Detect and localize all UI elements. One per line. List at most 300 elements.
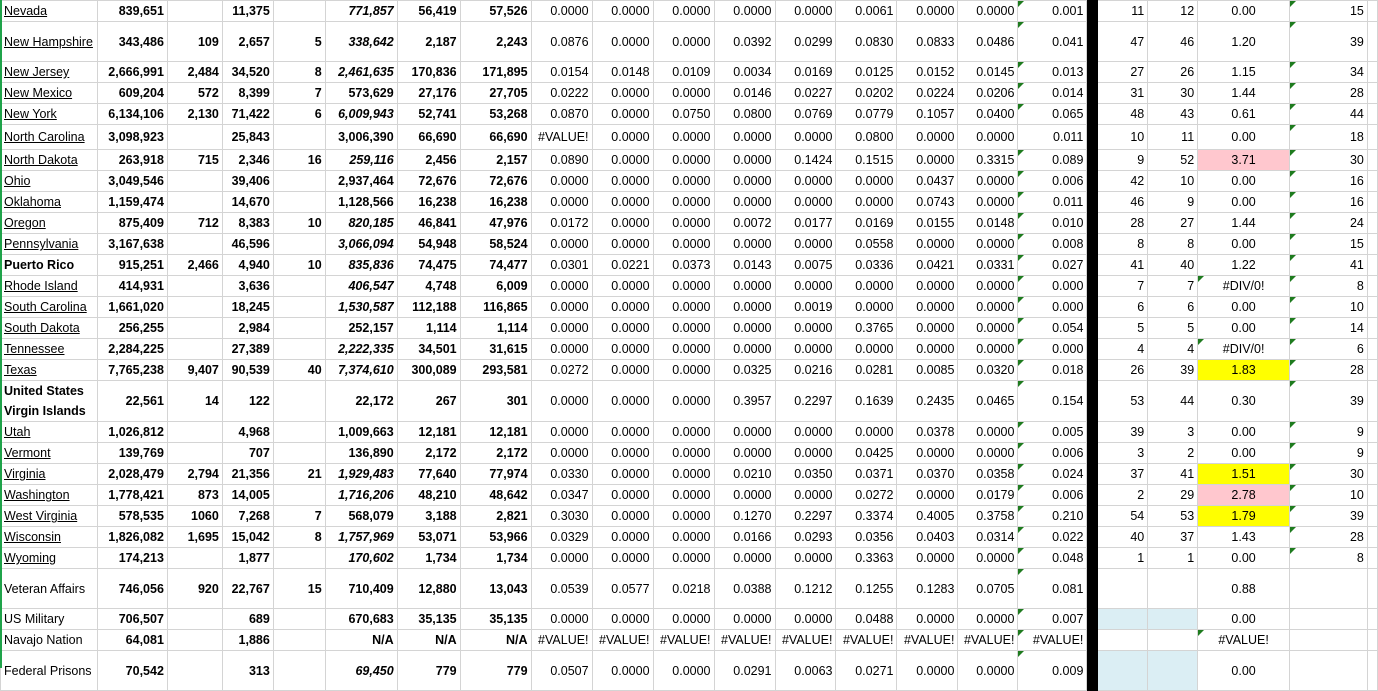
cell-col-16[interactable]: 0.0000 <box>958 318 1018 339</box>
cell-col-14[interactable]: 0.3374 <box>836 506 897 527</box>
cell-col-4[interactable]: 707 <box>222 443 273 464</box>
cell-col-15[interactable]: 0.0000 <box>897 339 958 360</box>
cell-col-5[interactable]: 15 <box>273 569 325 609</box>
rank-cell-2[interactable]: 40 <box>1148 255 1198 276</box>
rank-cell-2[interactable]: 30 <box>1148 83 1198 104</box>
cell-col-13[interactable]: 0.0000 <box>775 422 836 443</box>
row-label-cell[interactable] <box>1 192 98 213</box>
cell-col-11[interactable]: 0.0000 <box>653 360 714 381</box>
cell-col-16[interactable]: 0.0705 <box>958 569 1018 609</box>
cell-col-7[interactable]: 3,188 <box>397 506 460 527</box>
cell-col-9[interactable]: 0.0222 <box>531 83 592 104</box>
rank-cell-1[interactable]: 42 <box>1098 171 1148 192</box>
cell-col-2[interactable]: 3,167,638 <box>97 234 167 255</box>
cell-col-11[interactable]: 0.0000 <box>653 213 714 234</box>
cell-col-11[interactable]: 0.0000 <box>653 125 714 150</box>
cell-col-17[interactable]: 0.041 <box>1018 22 1087 62</box>
cell-col-12[interactable]: 0.0000 <box>714 125 775 150</box>
cell-col-10[interactable]: 0.0000 <box>592 339 653 360</box>
cell-col-4[interactable]: 34,520 <box>222 62 273 83</box>
rank-cell-1[interactable]: 40 <box>1098 527 1148 548</box>
cell-col-13[interactable]: 0.0000 <box>775 443 836 464</box>
cell-col-5[interactable] <box>273 318 325 339</box>
cell-col-15[interactable]: 0.0000 <box>897 125 958 150</box>
cell-col-6[interactable]: 3,006,390 <box>325 125 397 150</box>
cell-col-10[interactable]: 0.0000 <box>592 171 653 192</box>
cell-col-9[interactable]: 0.0347 <box>531 485 592 506</box>
empty-cell[interactable] <box>1367 255 1377 276</box>
cell-col-16[interactable]: 0.0314 <box>958 527 1018 548</box>
empty-cell[interactable] <box>1367 276 1377 297</box>
cell-col-9[interactable]: 0.0890 <box>531 150 592 171</box>
cell-col-11[interactable]: 0.0750 <box>653 104 714 125</box>
cell-col-11[interactable]: 0.0000 <box>653 234 714 255</box>
cell-col-7[interactable]: 27,176 <box>397 83 460 104</box>
cell-col-11[interactable]: 0.0000 <box>653 22 714 62</box>
rank-cell-3[interactable] <box>1290 609 1368 630</box>
cell-col-14[interactable]: 0.0271 <box>836 651 897 691</box>
cell-col-7[interactable]: 46,841 <box>397 213 460 234</box>
cell-col-8[interactable]: 77,974 <box>460 464 531 485</box>
cell-col-16[interactable]: 0.0358 <box>958 464 1018 485</box>
rank-cell-1[interactable]: 4 <box>1098 339 1148 360</box>
rank-cell-3[interactable]: 39 <box>1290 506 1368 527</box>
rank-cell-3[interactable] <box>1290 651 1368 691</box>
cell-col-9[interactable]: 0.0330 <box>531 464 592 485</box>
hyperlink-text[interactable]: Wyoming <box>4 551 56 565</box>
cell-col-17[interactable]: 0.081 <box>1018 569 1087 609</box>
cell-col-17[interactable]: 0.011 <box>1018 192 1087 213</box>
cell-col-9[interactable]: 0.0000 <box>531 297 592 318</box>
rank-cell-1[interactable]: 5 <box>1098 318 1148 339</box>
cell-col-11[interactable]: 0.0000 <box>653 548 714 569</box>
cell-col-8[interactable]: 2,172 <box>460 443 531 464</box>
cell-col-10[interactable]: 0.0000 <box>592 443 653 464</box>
cell-col-3[interactable]: 2,130 <box>167 104 222 125</box>
cell-col-16[interactable]: 0.3758 <box>958 506 1018 527</box>
cell-col-7[interactable]: 66,690 <box>397 125 460 150</box>
cell-col-17[interactable]: 0.154 <box>1018 381 1087 422</box>
rank-cell-3[interactable]: 30 <box>1290 150 1368 171</box>
rank-cell-1[interactable]: 47 <box>1098 22 1148 62</box>
cell-col-2[interactable]: 2,028,479 <box>97 464 167 485</box>
cell-col-4[interactable]: 1,886 <box>222 630 273 651</box>
rank-cell-3[interactable]: 39 <box>1290 22 1368 62</box>
ratio-cell[interactable]: 0.00 <box>1198 1 1290 22</box>
cell-col-5[interactable] <box>273 297 325 318</box>
cell-col-5[interactable] <box>273 381 325 422</box>
cell-col-11[interactable]: 0.0000 <box>653 83 714 104</box>
cell-col-5[interactable] <box>273 630 325 651</box>
cell-col-13[interactable]: 0.2297 <box>775 381 836 422</box>
rank-cell-2[interactable]: 53 <box>1148 506 1198 527</box>
cell-col-3[interactable]: 920 <box>167 569 222 609</box>
cell-col-4[interactable]: 21,356 <box>222 464 273 485</box>
cell-col-3[interactable]: 109 <box>167 22 222 62</box>
hyperlink-text[interactable]: Virginia <box>4 467 46 481</box>
cell-col-5[interactable] <box>273 485 325 506</box>
cell-col-2[interactable]: 915,251 <box>97 255 167 276</box>
rank-cell-2[interactable]: 8 <box>1148 234 1198 255</box>
cell-col-17[interactable]: 0.065 <box>1018 104 1087 125</box>
cell-col-6[interactable]: 2,937,464 <box>325 171 397 192</box>
empty-cell[interactable] <box>1367 339 1377 360</box>
cell-col-3[interactable] <box>167 651 222 691</box>
cell-col-9[interactable]: 0.0000 <box>531 422 592 443</box>
cell-col-6[interactable]: 670,683 <box>325 609 397 630</box>
cell-col-4[interactable]: 25,843 <box>222 125 273 150</box>
cell-col-10[interactable]: 0.0148 <box>592 62 653 83</box>
cell-col-15[interactable]: 0.0000 <box>897 150 958 171</box>
cell-col-13[interactable]: 0.0000 <box>775 234 836 255</box>
cell-col-9[interactable]: 0.0000 <box>531 381 592 422</box>
row-label-cell[interactable] <box>1 104 98 125</box>
cell-col-14[interactable]: 0.0800 <box>836 125 897 150</box>
cell-col-2[interactable]: 174,213 <box>97 548 167 569</box>
cell-col-4[interactable]: 22,767 <box>222 569 273 609</box>
cell-col-10[interactable]: 0.0000 <box>592 83 653 104</box>
row-label-cell[interactable] <box>1 651 98 691</box>
cell-col-14[interactable]: 0.1515 <box>836 150 897 171</box>
cell-col-8[interactable]: N/A <box>460 630 531 651</box>
cell-col-2[interactable]: 875,409 <box>97 213 167 234</box>
row-label-cell[interactable] <box>1 485 98 506</box>
ratio-cell[interactable]: 0.00 <box>1198 192 1290 213</box>
cell-col-8[interactable]: 58,524 <box>460 234 531 255</box>
cell-col-16[interactable]: 0.3315 <box>958 150 1018 171</box>
cell-col-2[interactable]: 1,778,421 <box>97 485 167 506</box>
cell-col-6[interactable]: 573,629 <box>325 83 397 104</box>
cell-col-4[interactable]: 4,940 <box>222 255 273 276</box>
cell-col-10[interactable]: 0.0000 <box>592 234 653 255</box>
cell-col-4[interactable]: 8,383 <box>222 213 273 234</box>
ratio-cell[interactable]: 1.43 <box>1198 527 1290 548</box>
cell-col-4[interactable]: 18,245 <box>222 297 273 318</box>
rank-cell-2[interactable]: 5 <box>1148 318 1198 339</box>
row-label-cell[interactable] <box>1 464 98 485</box>
row-label-cell[interactable] <box>1 339 98 360</box>
cell-col-11[interactable]: 0.0000 <box>653 339 714 360</box>
cell-col-5[interactable] <box>273 339 325 360</box>
cell-col-17[interactable]: 0.001 <box>1018 1 1087 22</box>
cell-col-5[interactable]: 8 <box>273 62 325 83</box>
cell-col-7[interactable]: 112,188 <box>397 297 460 318</box>
cell-col-7[interactable]: 56,419 <box>397 1 460 22</box>
cell-col-3[interactable]: 14 <box>167 381 222 422</box>
cell-col-10[interactable]: 0.0000 <box>592 464 653 485</box>
cell-col-11[interactable]: 0.0000 <box>653 527 714 548</box>
ratio-cell[interactable]: 3.71 <box>1198 150 1290 171</box>
row-label-cell[interactable] <box>1 630 98 651</box>
cell-col-4[interactable]: 11,375 <box>222 1 273 22</box>
cell-col-6[interactable]: 1,716,206 <box>325 485 397 506</box>
hyperlink-text[interactable]: Rhode Island <box>4 279 78 293</box>
cell-col-4[interactable]: 689 <box>222 609 273 630</box>
hyperlink-text[interactable]: Wisconsin <box>4 530 61 544</box>
cell-col-10[interactable]: 0.0000 <box>592 125 653 150</box>
hyperlink-text[interactable]: Vermont <box>4 446 51 460</box>
cell-col-3[interactable] <box>167 443 222 464</box>
cell-col-9[interactable]: 0.0000 <box>531 1 592 22</box>
cell-col-2[interactable]: 2,284,225 <box>97 339 167 360</box>
cell-col-7[interactable]: 54,948 <box>397 234 460 255</box>
cell-col-7[interactable]: 35,135 <box>397 609 460 630</box>
cell-col-17[interactable]: 0.008 <box>1018 234 1087 255</box>
rank-cell-2[interactable]: 11 <box>1148 125 1198 150</box>
cell-col-2[interactable]: 139,769 <box>97 443 167 464</box>
rank-cell-2[interactable]: 2 <box>1148 443 1198 464</box>
cell-col-3[interactable] <box>167 1 222 22</box>
cell-col-17[interactable]: 0.054 <box>1018 318 1087 339</box>
cell-col-10[interactable]: 0.0000 <box>592 104 653 125</box>
rank-cell-2[interactable] <box>1148 651 1198 691</box>
cell-col-3[interactable]: 2,466 <box>167 255 222 276</box>
cell-col-2[interactable]: 1,159,474 <box>97 192 167 213</box>
cell-col-12[interactable]: 0.0146 <box>714 83 775 104</box>
cell-col-13[interactable]: 0.0063 <box>775 651 836 691</box>
rank-cell-2[interactable]: 43 <box>1148 104 1198 125</box>
cell-col-9[interactable]: 0.0301 <box>531 255 592 276</box>
cell-col-12[interactable]: 0.0000 <box>714 318 775 339</box>
empty-cell[interactable] <box>1367 62 1377 83</box>
cell-col-3[interactable]: 2,484 <box>167 62 222 83</box>
cell-col-12[interactable]: 0.0000 <box>714 548 775 569</box>
empty-cell[interactable] <box>1367 318 1377 339</box>
row-label-cell[interactable] <box>1 548 98 569</box>
cell-col-14[interactable]: 0.3765 <box>836 318 897 339</box>
cell-col-3[interactable] <box>167 297 222 318</box>
rank-cell-1[interactable]: 26 <box>1098 360 1148 381</box>
ratio-cell[interactable]: 1.22 <box>1198 255 1290 276</box>
row-label-cell[interactable] <box>1 234 98 255</box>
cell-col-12[interactable]: 0.0000 <box>714 339 775 360</box>
empty-cell[interactable] <box>1367 506 1377 527</box>
rank-cell-1[interactable]: 28 <box>1098 213 1148 234</box>
rank-cell-1[interactable]: 31 <box>1098 83 1148 104</box>
cell-col-12[interactable]: 0.0000 <box>714 1 775 22</box>
cell-col-6[interactable]: 136,890 <box>325 443 397 464</box>
cell-col-12[interactable]: 0.0325 <box>714 360 775 381</box>
ratio-cell[interactable]: 0.00 <box>1198 125 1290 150</box>
cell-col-8[interactable]: 12,181 <box>460 422 531 443</box>
cell-col-17[interactable]: 0.018 <box>1018 360 1087 381</box>
cell-col-14[interactable]: 0.0000 <box>836 276 897 297</box>
ratio-cell[interactable]: 1.44 <box>1198 213 1290 234</box>
cell-col-6[interactable]: 820,185 <box>325 213 397 234</box>
cell-col-16[interactable]: 0.0000 <box>958 171 1018 192</box>
cell-col-9[interactable]: 0.0272 <box>531 360 592 381</box>
empty-cell[interactable] <box>1367 527 1377 548</box>
cell-col-14[interactable]: 0.0061 <box>836 1 897 22</box>
cell-col-14[interactable]: 0.0000 <box>836 339 897 360</box>
rank-cell-1[interactable]: 46 <box>1098 192 1148 213</box>
cell-col-7[interactable]: 1,114 <box>397 318 460 339</box>
cell-col-11[interactable]: #VALUE! <box>653 630 714 651</box>
cell-col-6[interactable]: 568,079 <box>325 506 397 527</box>
cell-col-15[interactable]: 0.0085 <box>897 360 958 381</box>
cell-col-14[interactable]: 0.0000 <box>836 171 897 192</box>
cell-col-7[interactable]: 53,071 <box>397 527 460 548</box>
cell-col-6[interactable]: 7,374,610 <box>325 360 397 381</box>
cell-col-2[interactable]: 2,666,991 <box>97 62 167 83</box>
ratio-cell[interactable]: 0.00 <box>1198 318 1290 339</box>
rank-cell-3[interactable]: 39 <box>1290 381 1368 422</box>
cell-col-12[interactable]: 0.0000 <box>714 276 775 297</box>
cell-col-7[interactable]: 300,089 <box>397 360 460 381</box>
cell-col-2[interactable]: 3,098,923 <box>97 125 167 150</box>
empty-cell[interactable] <box>1367 485 1377 506</box>
cell-col-7[interactable]: N/A <box>397 630 460 651</box>
rank-cell-2[interactable]: 7 <box>1148 276 1198 297</box>
empty-cell[interactable] <box>1367 1 1377 22</box>
cell-col-12[interactable]: 0.0000 <box>714 485 775 506</box>
cell-col-7[interactable]: 779 <box>397 651 460 691</box>
cell-col-12[interactable]: 0.0210 <box>714 464 775 485</box>
empty-cell[interactable] <box>1367 569 1377 609</box>
rank-cell-3[interactable]: 18 <box>1290 125 1368 150</box>
cell-col-10[interactable]: 0.0000 <box>592 527 653 548</box>
cell-col-12[interactable]: 0.0000 <box>714 171 775 192</box>
cell-col-8[interactable]: 293,581 <box>460 360 531 381</box>
rank-cell-3[interactable]: 34 <box>1290 62 1368 83</box>
row-label-cell[interactable] <box>1 150 98 171</box>
cell-col-14[interactable]: 0.0281 <box>836 360 897 381</box>
cell-col-12[interactable]: 0.0388 <box>714 569 775 609</box>
cell-col-2[interactable]: 22,561 <box>97 381 167 422</box>
cell-col-10[interactable]: 0.0000 <box>592 213 653 234</box>
rank-cell-1[interactable]: 8 <box>1098 234 1148 255</box>
cell-col-16[interactable]: 0.0000 <box>958 234 1018 255</box>
empty-cell[interactable] <box>1367 422 1377 443</box>
hyperlink-text[interactable]: Oklahoma <box>4 195 61 209</box>
rank-cell-3[interactable]: 9 <box>1290 422 1368 443</box>
rank-cell-1[interactable]: 3 <box>1098 443 1148 464</box>
cell-col-13[interactable]: 0.0000 <box>775 548 836 569</box>
cell-col-5[interactable]: 10 <box>273 213 325 234</box>
cell-col-14[interactable]: 0.1255 <box>836 569 897 609</box>
cell-col-15[interactable]: 0.0437 <box>897 171 958 192</box>
cell-col-6[interactable]: 69,450 <box>325 651 397 691</box>
cell-col-16[interactable]: 0.0148 <box>958 213 1018 234</box>
rank-cell-1[interactable]: 11 <box>1098 1 1148 22</box>
cell-col-5[interactable]: 10 <box>273 255 325 276</box>
cell-col-13[interactable]: 0.0293 <box>775 527 836 548</box>
cell-col-14[interactable]: 0.0336 <box>836 255 897 276</box>
cell-col-5[interactable] <box>273 192 325 213</box>
ratio-cell[interactable]: 0.00 <box>1198 234 1290 255</box>
rank-cell-3[interactable]: 8 <box>1290 276 1368 297</box>
cell-col-17[interactable]: 0.006 <box>1018 443 1087 464</box>
cell-col-13[interactable]: 0.0350 <box>775 464 836 485</box>
cell-col-13[interactable]: 0.0000 <box>775 339 836 360</box>
cell-col-10[interactable]: 0.0000 <box>592 422 653 443</box>
cell-col-12[interactable]: 0.0034 <box>714 62 775 83</box>
cell-col-9[interactable]: 0.3030 <box>531 506 592 527</box>
rank-cell-3[interactable]: 41 <box>1290 255 1368 276</box>
cell-col-15[interactable]: 0.0000 <box>897 318 958 339</box>
row-label-cell[interactable] <box>1 171 98 192</box>
cell-col-7[interactable]: 74,475 <box>397 255 460 276</box>
ratio-cell[interactable]: #VALUE! <box>1198 630 1290 651</box>
cell-col-5[interactable]: 16 <box>273 150 325 171</box>
cell-col-11[interactable]: 0.0000 <box>653 192 714 213</box>
cell-col-5[interactable]: 7 <box>273 506 325 527</box>
cell-col-7[interactable]: 52,741 <box>397 104 460 125</box>
cell-col-16[interactable]: 0.0465 <box>958 381 1018 422</box>
cell-col-2[interactable]: 256,255 <box>97 318 167 339</box>
cell-col-15[interactable]: 0.0000 <box>897 1 958 22</box>
cell-col-4[interactable]: 46,596 <box>222 234 273 255</box>
cell-col-6[interactable]: 170,602 <box>325 548 397 569</box>
cell-col-4[interactable]: 27,389 <box>222 339 273 360</box>
cell-col-11[interactable]: 0.0000 <box>653 485 714 506</box>
cell-col-8[interactable]: 53,966 <box>460 527 531 548</box>
cell-col-10[interactable]: 0.0000 <box>592 651 653 691</box>
cell-col-6[interactable]: 338,642 <box>325 22 397 62</box>
rank-cell-2[interactable] <box>1148 609 1198 630</box>
cell-col-3[interactable] <box>167 192 222 213</box>
row-label-cell[interactable] <box>1 255 98 276</box>
cell-col-4[interactable]: 2,984 <box>222 318 273 339</box>
ratio-cell[interactable]: 0.00 <box>1198 422 1290 443</box>
rank-cell-2[interactable]: 39 <box>1148 360 1198 381</box>
cell-col-16[interactable]: 0.0000 <box>958 339 1018 360</box>
hyperlink-text[interactable]: Tennessee <box>4 342 65 356</box>
cell-col-10[interactable]: 0.0000 <box>592 276 653 297</box>
row-label-cell[interactable] <box>1 609 98 630</box>
cell-col-9[interactable]: 0.0000 <box>531 276 592 297</box>
cell-col-2[interactable]: 263,918 <box>97 150 167 171</box>
ratio-cell[interactable]: 1.15 <box>1198 62 1290 83</box>
cell-col-5[interactable]: 7 <box>273 83 325 104</box>
cell-col-15[interactable]: #VALUE! <box>897 630 958 651</box>
ratio-cell[interactable]: 0.00 <box>1198 297 1290 318</box>
rank-cell-2[interactable]: 27 <box>1148 213 1198 234</box>
hyperlink-text[interactable]: Ohio <box>4 174 31 188</box>
row-label-cell[interactable] <box>1 381 98 422</box>
cell-col-12[interactable]: 0.0143 <box>714 255 775 276</box>
cell-col-5[interactable] <box>273 125 325 150</box>
hyperlink-text[interactable]: North Carolina <box>4 130 85 144</box>
cell-col-16[interactable]: 0.0000 <box>958 276 1018 297</box>
rank-cell-3[interactable]: 28 <box>1290 360 1368 381</box>
cell-col-14[interactable]: #VALUE! <box>836 630 897 651</box>
row-label-cell[interactable] <box>1 569 98 609</box>
cell-col-13[interactable]: 0.0000 <box>775 318 836 339</box>
hyperlink-text[interactable]: Texas <box>4 363 37 377</box>
cell-col-6[interactable]: 22,172 <box>325 381 397 422</box>
rank-cell-2[interactable]: 10 <box>1148 171 1198 192</box>
empty-cell[interactable] <box>1367 171 1377 192</box>
empty-cell[interactable] <box>1367 213 1377 234</box>
cell-col-2[interactable]: 3,049,546 <box>97 171 167 192</box>
cell-col-4[interactable]: 4,968 <box>222 422 273 443</box>
cell-col-17[interactable]: 0.210 <box>1018 506 1087 527</box>
cell-col-12[interactable]: 0.0166 <box>714 527 775 548</box>
cell-col-13[interactable]: 0.0177 <box>775 213 836 234</box>
cell-col-17[interactable]: 0.006 <box>1018 171 1087 192</box>
cell-col-11[interactable]: 0.0000 <box>653 276 714 297</box>
cell-col-9[interactable]: 0.0539 <box>531 569 592 609</box>
cell-col-17[interactable]: 0.010 <box>1018 213 1087 234</box>
cell-col-11[interactable]: 0.0109 <box>653 62 714 83</box>
rank-cell-3[interactable]: 8 <box>1290 548 1368 569</box>
cell-col-12[interactable]: 0.3957 <box>714 381 775 422</box>
cell-col-3[interactable] <box>167 630 222 651</box>
rank-cell-2[interactable]: 9 <box>1148 192 1198 213</box>
rank-cell-1[interactable]: 37 <box>1098 464 1148 485</box>
cell-col-16[interactable]: 0.0000 <box>958 609 1018 630</box>
